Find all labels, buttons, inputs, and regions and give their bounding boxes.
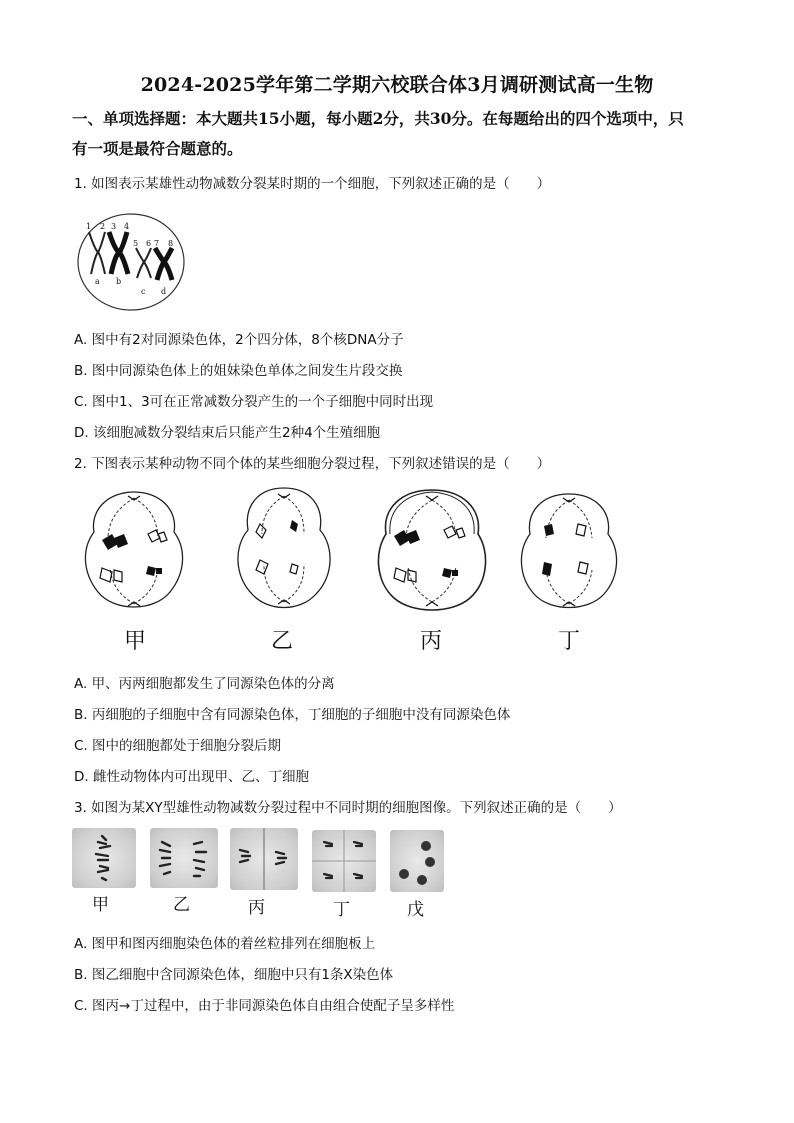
q1-label-c: c	[141, 287, 146, 296]
q2-option-b: B. 丙细胞的子细胞中含有同源染色体，丁细胞的子细胞中没有同源染色体	[74, 707, 511, 723]
q3-option-b: B. 图乙细胞中含同源染色体，细胞中只有1条X染色体	[74, 967, 394, 983]
q3-photo-ding	[312, 830, 376, 892]
q3-photo-jia	[72, 828, 136, 888]
q1-label-b: b	[116, 277, 122, 286]
q3-caption-bing: 丙	[248, 898, 265, 918]
q1-label-1: 1	[86, 222, 92, 231]
q3-caption-jia: 甲	[92, 895, 109, 915]
q3-option-c: C. 图丙→丁过程中，由于非同源染色体自由组合使配子呈多样性	[74, 998, 455, 1014]
q2-caption-yi: 乙	[271, 629, 294, 654]
q2-cell-ding	[514, 490, 624, 614]
q1-chromosome-figure	[73, 210, 193, 315]
q2-cell-jia	[78, 488, 190, 614]
q2-caption-jia: 甲	[124, 629, 147, 654]
q2-option-a: A. 甲、丙两细胞都发生了同源染色体的分离	[74, 676, 335, 692]
q2-caption-ding: 丁	[558, 629, 581, 654]
q1-label-7: 7	[154, 239, 160, 248]
page-title: 2024-2025学年第二学期六校联合体3月调研测试高一生物	[140, 74, 654, 96]
q1-option-c: C. 图中1、3可在正常减数分裂产生的一个子细胞中同时出现	[74, 394, 434, 410]
q1-label-8: 8	[168, 239, 174, 248]
q2-cell-yi	[228, 484, 340, 614]
q1-label-3: 3	[111, 222, 117, 231]
q3-photo-bing	[230, 828, 298, 890]
q3-photo-wu	[390, 830, 444, 892]
question-1-stem: 1. 如图表示某雄性动物减数分裂某时期的一个细胞，下列叙述正确的是（ ）	[74, 176, 551, 192]
section-heading-line1: 一、单项选择题：本大题共15小题，每小题2分，共30分。在每题给出的四个选项中，只	[72, 109, 684, 128]
q1-label-4: 4	[124, 222, 130, 231]
q2-cell-bing	[372, 486, 492, 616]
q1-option-d: D. 该细胞减数分裂结束后只能产生2种4个生殖细胞	[74, 425, 381, 441]
q3-photo-yi	[150, 828, 218, 888]
q2-option-d: D. 雌性动物体内可出现甲、乙、丁细胞	[74, 769, 309, 785]
q1-option-b: B. 图中同源染色体上的姐妹染色单体之间发生片段交换	[74, 363, 403, 379]
question-3-stem: 3. 如图为某XY型雄性动物减数分裂过程中不同时期的细胞图像。下列叙述正确的是（ ）	[74, 800, 622, 816]
section-heading-line2: 有一项是最符合题意的。	[72, 139, 243, 158]
q3-option-a: A. 图甲和图丙细胞染色体的着丝粒排列在细胞板上	[74, 936, 376, 952]
q1-label-d: d	[161, 287, 167, 296]
q1-option-a: A. 图中有2对同源染色体，2个四分体，8个核DNA分子	[74, 332, 404, 348]
q1-label-5: 5	[133, 239, 139, 248]
q2-option-c: C. 图中的细胞都处于细胞分裂后期	[74, 738, 282, 754]
q2-caption-bing: 丙	[420, 629, 443, 654]
q1-label-a: a	[95, 277, 100, 286]
q3-caption-yi: 乙	[173, 895, 190, 915]
q3-caption-wu: 戊	[407, 900, 424, 920]
question-2-stem: 2. 下图表示某种动物不同个体的某些细胞分裂过程，下列叙述错误的是（ ）	[74, 456, 551, 472]
q3-caption-ding: 丁	[333, 900, 350, 920]
q1-label-6: 6	[146, 239, 152, 248]
q1-label-2: 2	[100, 222, 106, 231]
